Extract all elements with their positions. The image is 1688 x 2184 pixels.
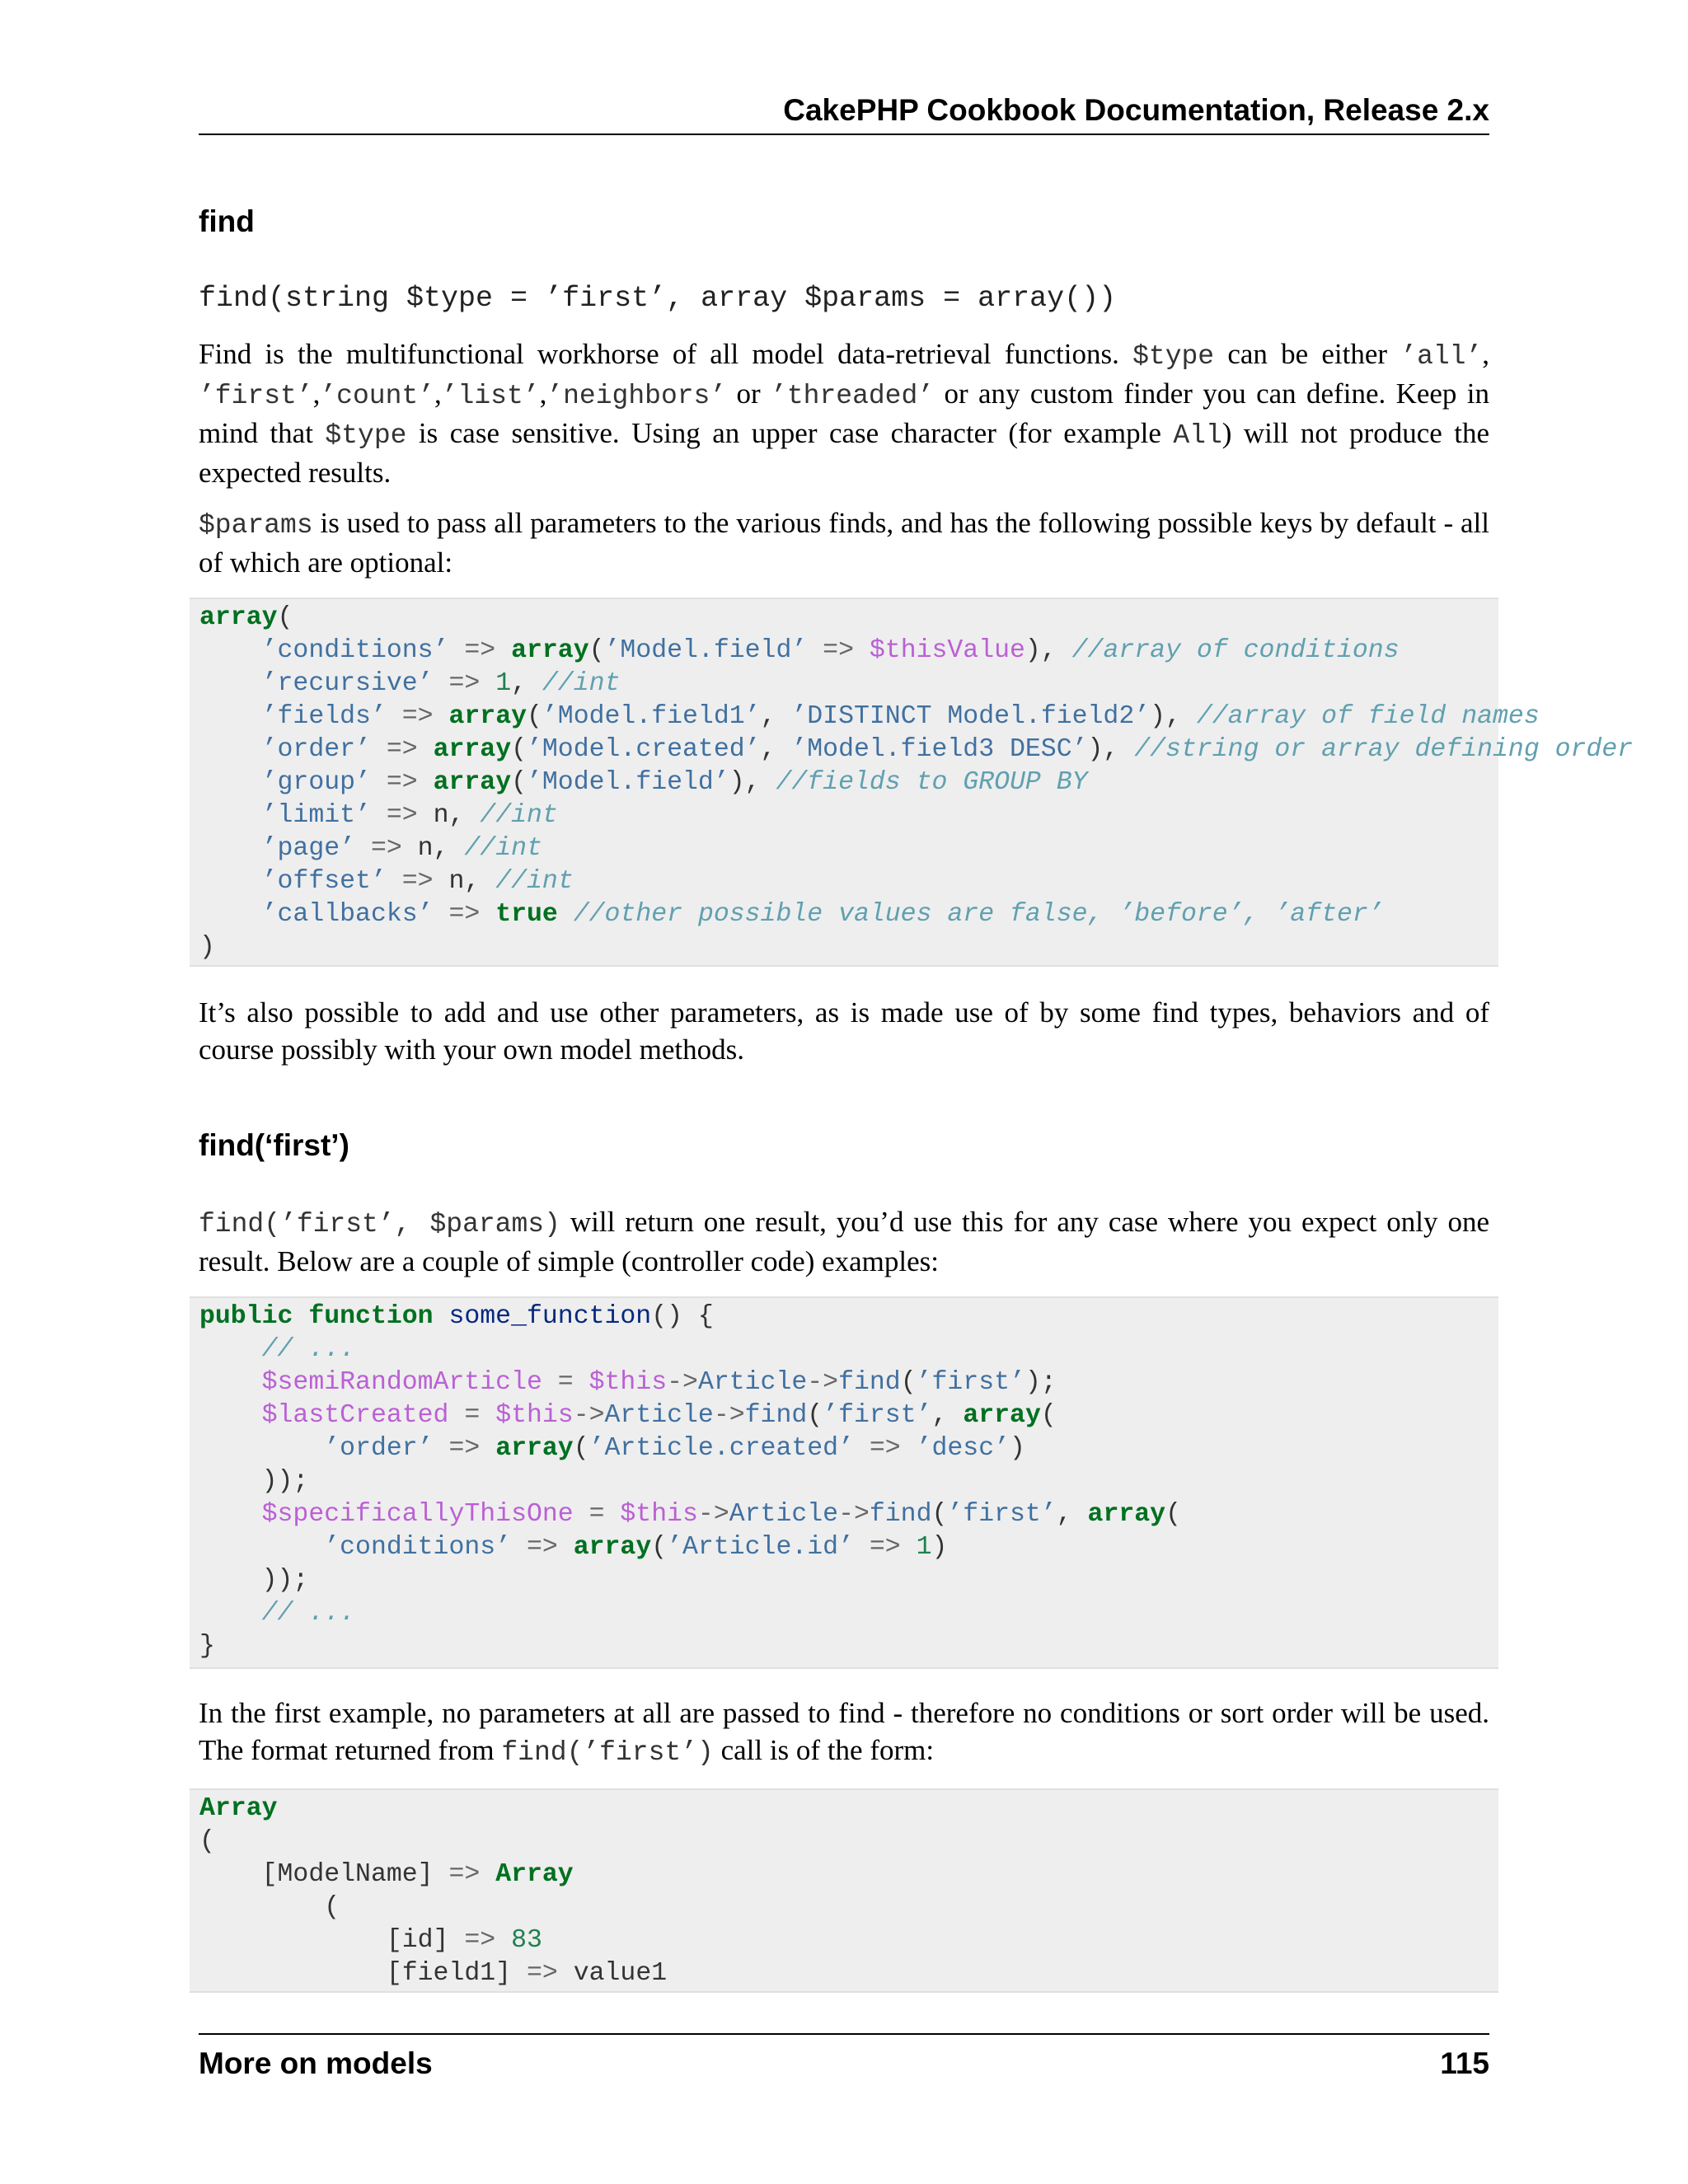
section-heading-find: find [199,204,255,238]
footer-section-title: More on models [199,2046,433,2080]
section-heading-find-first: find(‘first’) [199,1128,349,1162]
running-footer [199,2044,1489,2083]
page-number: 115 [1440,2046,1489,2080]
find-signature: find(string $type = ’first’, array $params = array()) [199,282,1117,315]
find-description: Find is the multifunctional workhorse of all model data-retrieval functions. $type can be either ’all’, ’first’,’count’,’list’,’neighbors’ or ’threaded’ or any custom finder you can define. Keep in mind that $type is case sensitive. Using an upper case character (for example All) will not produce the expected results. [199,338,1490,489]
find-first-return-description: In the first example, no parameters at all are passed to find - therefore no conditions or sort order will be used. The format returned from find(’first’) call is of the form: [199,1697,1489,1768]
params-description: $params is used to pass all parameters to the various finds, and has the following possible keys by default - all of which are optional: [199,507,1489,579]
footer-rule [199,2033,1489,2035]
running-header: CakePHP Cookbook Documentation, Release 2.x [783,93,1489,127]
find-first-code-block: public function some_function() { // ... $semiRandomArticle = $this->Article->find(’first’); $lastCreated = $this->Article->find(’first’, array( ’order’ => array(’Article.created’ => ’desc’) )); $specificallyThisOne = $this->Article->find(’first’, array( ’conditions’ => array(’Article.id’ => 1) )); // ... } [190,1296,1498,1669]
return-format-code-block: Array ( [ModelName] => Array ( [id] => 83 [field1] => value1 [190,1788,1498,1993]
other-params-note: It’s also possible to add and use other parameters, as is made use of by some find types, behaviors and of course possibly with your own model methods. [199,996,1489,1066]
find-first-description: find(’first’, $params) will return one result, you’d use this for any case where you expect only one result. Below are a couple of simple (controller code) examples: [199,1206,1489,1277]
header-rule [199,134,1489,135]
params-code-block: array( ’conditions’ => array(’Model.field’ => $thisValue), //array of conditions ’recursive’ => 1, //int ’fields’ => array(’Model.field1’, ’DISTINCT Model.field2’), //array of field names ’order’ => array(’Model.created’, ’Model.field3 DESC’), //string or array defining order ’group’ => array(’Model.field’), //fields to GROUP BY ’limit’ => n, //int ’page’ => n, //int ’offset’ => n, //int ’callbacks’ => true //other possible values are false, ’before’, ’after’ ) [190,598,1498,967]
